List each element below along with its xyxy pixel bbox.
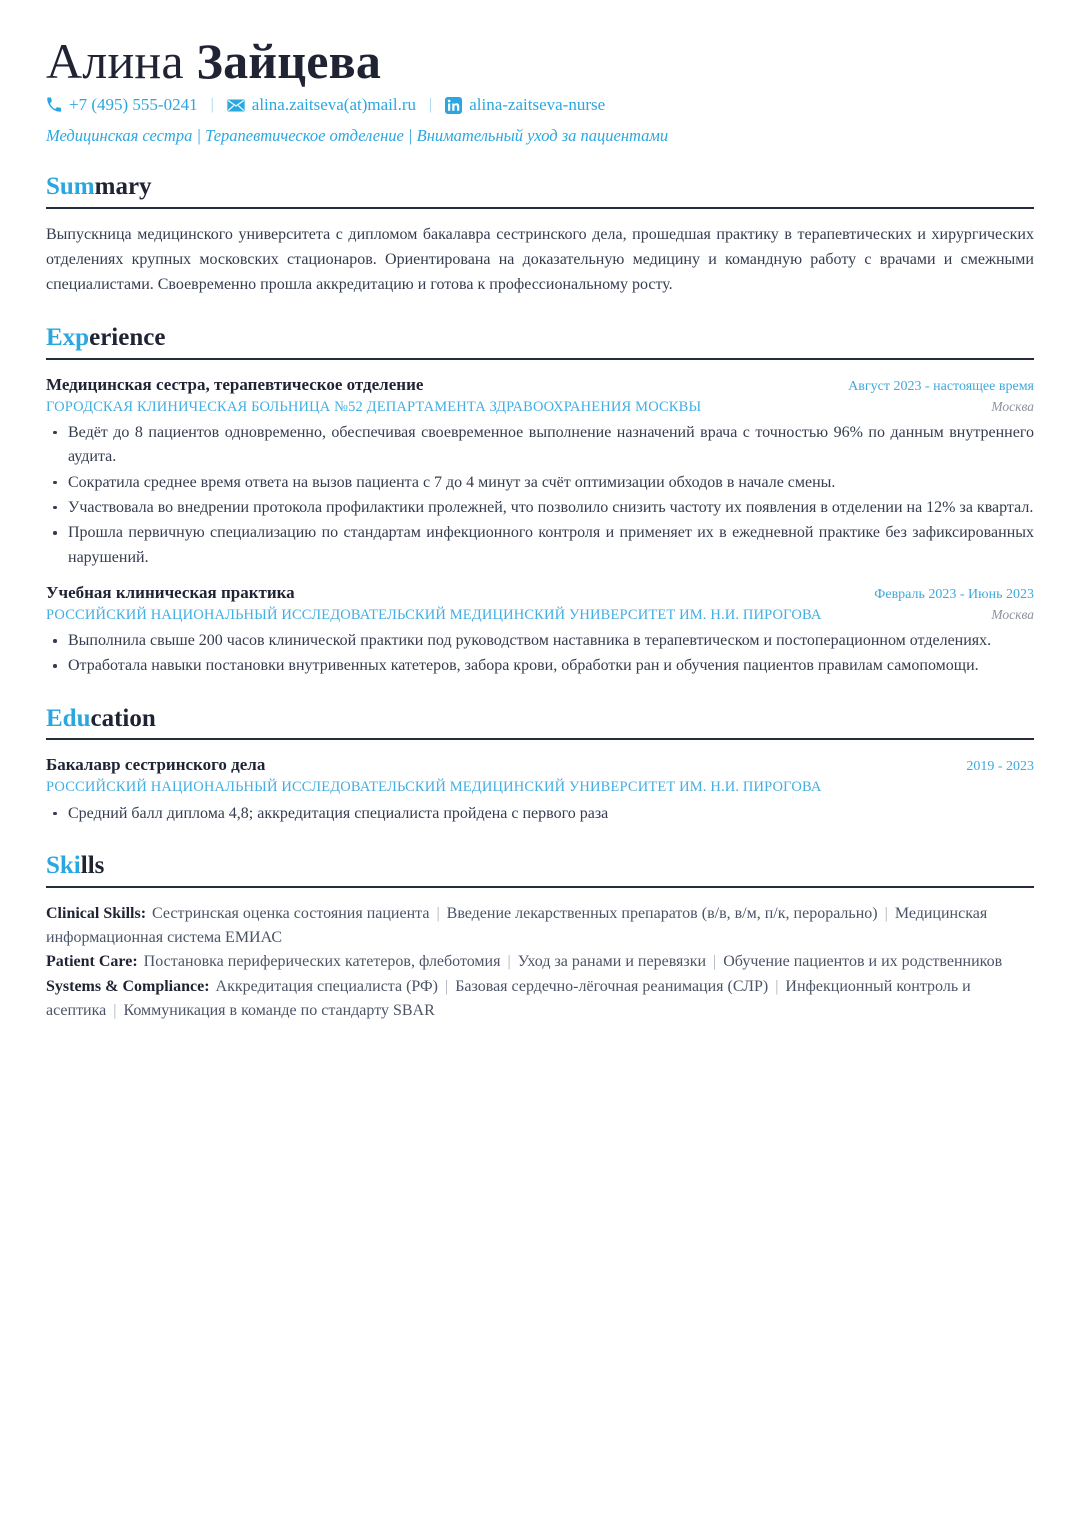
phone-number: +7 (495) 555-0241 bbox=[69, 95, 198, 114]
skill-item: Инфекционный контроль и асептика bbox=[46, 977, 971, 1019]
skill-group bbox=[46, 975, 1034, 1024]
bullet-item: Участвовала во внедрении протокола профилактики пролежней, что позволило снизить частоту их появления в отделении на 12% за квартал. bbox=[46, 496, 1034, 520]
skill-item: Введение лекарственных препаратов (в/в, в/м, п/к, перорально) bbox=[446, 904, 878, 922]
section-heading-accent: Edu bbox=[46, 704, 91, 732]
entry bbox=[46, 374, 1034, 570]
page-title bbox=[46, 34, 1034, 88]
first-name: Алина bbox=[46, 33, 184, 89]
section-heading-accent: Exp bbox=[46, 323, 90, 351]
resume-header bbox=[46, 34, 1034, 147]
bullet-item: Отработала навыки постановки внутривенных катетеров, забора крови, обработки ран и обучения пациентов правилам самопомощи. bbox=[46, 654, 1034, 678]
skill-group bbox=[46, 950, 1034, 974]
entry-title-row bbox=[46, 374, 1034, 397]
skill-separator: | bbox=[445, 977, 449, 995]
envelope-icon bbox=[227, 99, 245, 112]
entry-title: Медицинская сестра, терапевтическое отделение bbox=[46, 374, 424, 394]
skill-item: Обучение пациентов и их родственников bbox=[723, 953, 1003, 971]
entry-org-row bbox=[46, 397, 1034, 417]
entry-organization: ГОРОДСКАЯ КЛИНИЧЕСКАЯ БОЛЬНИЦА №52 ДЕПАРТАМЕНТА ЗДРАВООХРАНЕНИЯ МОСКВЫ bbox=[46, 398, 702, 415]
bullet-item: Ведёт до 8 пациентов одновременно, обеспечивая своевременное выполнение назначений врача с точностью 96% по данным внутреннего аудита. bbox=[46, 421, 1034, 470]
entry bbox=[46, 754, 1034, 826]
tagline: Медицинская сестра | Терапевтическое отделение | Внимательный уход за пациентами bbox=[46, 126, 669, 146]
contact-email[interactable] bbox=[227, 94, 416, 116]
bullet-item: Сократила среднее время ответа на вызов пациента с 7 до 4 минут за счёт оптимизации обходов в начале смены. bbox=[46, 471, 1034, 495]
experience-entry-list bbox=[46, 374, 1034, 679]
contact-separator-1: | bbox=[210, 95, 214, 113]
section-heading-summary bbox=[46, 173, 1034, 202]
entry-date: Февраль 2023 - Июнь 2023 bbox=[874, 586, 1034, 602]
contact-separator-2: | bbox=[429, 95, 433, 113]
entry-bullet-list bbox=[46, 629, 1034, 679]
skill-item: Медицинская информационная система ЕМИАС bbox=[46, 904, 988, 947]
entry-title-row bbox=[46, 754, 1034, 777]
entry-bullet-list bbox=[46, 802, 1034, 826]
section-heading-rest: lls bbox=[80, 851, 105, 879]
skill-group-label: Clinical Skills: bbox=[46, 904, 147, 922]
section-heading-education bbox=[46, 705, 1034, 734]
entry-title: Бакалавр сестринского дела bbox=[46, 755, 266, 775]
section-experience bbox=[46, 324, 1034, 679]
skill-group bbox=[46, 902, 1034, 951]
linkedin-icon bbox=[445, 97, 462, 114]
linkedin-handle: alina-zaitseva-nurse bbox=[469, 95, 606, 114]
entry-location: Москва bbox=[991, 606, 1034, 622]
entry-date: Август 2023 - настоящее время bbox=[848, 378, 1034, 394]
section-summary bbox=[46, 173, 1034, 298]
skill-item: Сестринская оценка состояния пациента bbox=[152, 904, 430, 922]
skill-group-label: Systems & Compliance: bbox=[46, 977, 210, 995]
bullet-item: Средний балл диплома 4,8; аккредитация специалиста пройдена с первого раза bbox=[46, 802, 1034, 826]
section-rule bbox=[46, 207, 1034, 209]
skill-separator: | bbox=[884, 904, 888, 922]
skill-item: Постановка периферических катетеров, флеботомия bbox=[143, 953, 501, 971]
skill-group-list bbox=[46, 902, 1034, 1024]
entry-bullet-list bbox=[46, 421, 1034, 570]
bullet-item: Прошла первичную специализацию по стандартам инфекционного контроля и применяет их в ежедневной практике без зафиксированных нарушений. bbox=[46, 521, 1034, 570]
section-education bbox=[46, 705, 1034, 826]
skill-separator: | bbox=[507, 953, 511, 971]
entry-organization: РОССИЙСКИЙ НАЦИОНАЛЬНЫЙ ИССЛЕДОВАТЕЛЬСКИЙ МЕДИЦИНСКИЙ УНИВЕРСИТЕТ ИМ. Н.И. ПИРОГОВА bbox=[46, 779, 822, 796]
contact-line bbox=[46, 94, 1034, 116]
summary-paragraph: Выпускница медицинского университета с дипломом бакалавра сестринского дела, прошедшая практику в терапевтических и хирургических отделениях крупных московских стационаров. Ориентирована на доказательную медицину и командную работу с врачами и смежными специалистами. Своевременно прошла аккредитацию и готова к профессиональному росту. bbox=[46, 226, 1034, 294]
entry-organization: РОССИЙСКИЙ НАЦИОНАЛЬНЫЙ ИССЛЕДОВАТЕЛЬСКИЙ МЕДИЦИНСКИЙ УНИВЕРСИТЕТ ИМ. Н.И. ПИРОГОВА bbox=[46, 606, 822, 623]
entry bbox=[46, 582, 1034, 679]
section-rule bbox=[46, 738, 1034, 740]
skill-item: Уход за ранами и перевязки bbox=[517, 953, 707, 971]
email-address: alina.zaitseva(at)mail.ru bbox=[251, 95, 417, 114]
skill-separator: | bbox=[713, 953, 717, 971]
entry-org-row bbox=[46, 605, 1034, 625]
contact-linkedin[interactable] bbox=[445, 94, 605, 116]
skill-group-label: Patient Care: bbox=[46, 953, 138, 971]
contact-phone[interactable] bbox=[46, 94, 198, 116]
section-rule bbox=[46, 886, 1034, 888]
skill-item: Базовая сердечно-лёгочная реанимация (СЛР) bbox=[455, 977, 769, 995]
skill-separator: | bbox=[436, 904, 440, 922]
section-heading-accent: Sum bbox=[46, 173, 95, 201]
entry-location: Москва bbox=[991, 398, 1034, 414]
bullet-item: Выполнила свыше 200 часов клинической практики под руководством наставника в терапевтическом и постоперационном отделениях. bbox=[46, 629, 1034, 653]
entry-org-row bbox=[46, 777, 1034, 797]
skill-item: Коммуникация в команде по стандарту SBAR bbox=[123, 1001, 435, 1019]
section-heading-rest: mary bbox=[94, 173, 152, 201]
entry-title-row bbox=[46, 582, 1034, 605]
phone-icon bbox=[46, 97, 62, 113]
entry-title: Учебная клиническая практика bbox=[46, 582, 295, 602]
section-heading-accent: Ski bbox=[46, 851, 81, 879]
skill-separator: | bbox=[113, 1001, 117, 1019]
skill-separator: | bbox=[775, 977, 779, 995]
last-name: Зайцева bbox=[196, 33, 382, 89]
section-rule bbox=[46, 358, 1034, 360]
section-heading-rest: cation bbox=[90, 704, 156, 732]
section-heading-rest: erience bbox=[89, 323, 166, 351]
entry-date: 2019 - 2023 bbox=[966, 759, 1034, 775]
section-heading-skills bbox=[46, 852, 1034, 881]
skill-item: Аккредитация специалиста (РФ) bbox=[215, 977, 439, 995]
education-entry-list bbox=[46, 754, 1034, 826]
section-heading-experience bbox=[46, 324, 1034, 353]
section-skills bbox=[46, 852, 1034, 1023]
